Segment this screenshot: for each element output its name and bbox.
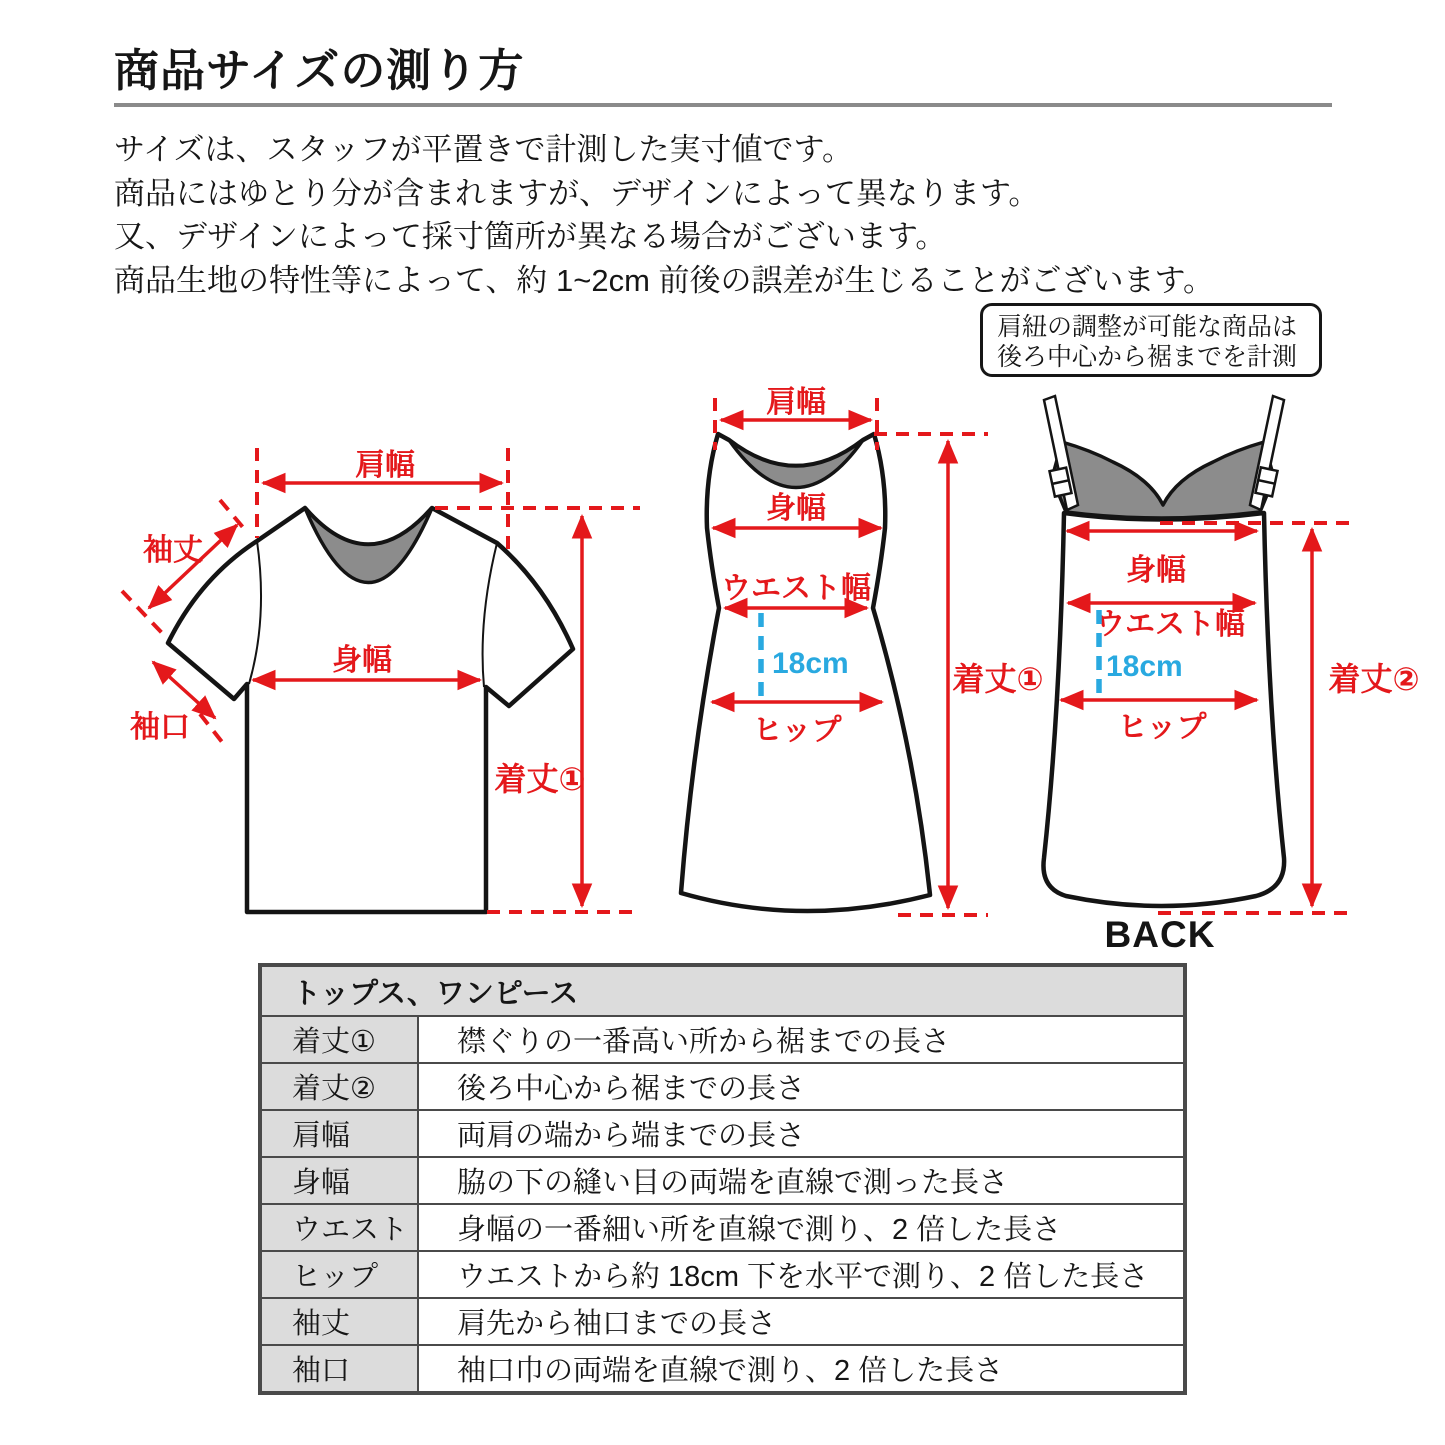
row-desc: 襟ぐりの一番高い所から裾までの長さ xyxy=(457,1026,951,1058)
dress-length-label: 着丈① xyxy=(952,661,1044,697)
sleeve-guide-bottom xyxy=(122,591,163,634)
dress-waist-width-label: ウエスト幅 xyxy=(721,572,871,605)
tshirt-figure xyxy=(122,448,640,912)
table-row xyxy=(262,1109,1183,1156)
tshirt-shoulder-width-label: 肩幅 xyxy=(355,449,415,482)
cuff-opening-label: 袖口 xyxy=(130,711,190,744)
row-label: 袖丈 xyxy=(262,1299,419,1344)
dress-waist-hip-label: 18cm xyxy=(772,647,849,680)
row-desc: 両肩の端から端までの長さ xyxy=(457,1120,806,1152)
row-desc: ウエストから約 18cm 下を水平で測り、2 倍した長さ xyxy=(457,1261,1149,1293)
table-row xyxy=(262,1015,1183,1062)
camisole-body-width-label: 身幅 xyxy=(1126,554,1186,587)
row-desc: 後ろ中心から裾までの長さ xyxy=(457,1073,806,1105)
table-row xyxy=(262,1062,1183,1109)
camisole-back-panel xyxy=(1052,442,1274,518)
row-label: ヒップ xyxy=(262,1252,419,1297)
camisole-waist-hip-label: 18cm xyxy=(1106,650,1183,683)
row-label: 肩幅 xyxy=(262,1111,419,1156)
row-desc: 脇の下の縫い目の両端を直線で測った長さ xyxy=(457,1167,1009,1199)
camisole-hip-label: ヒップ xyxy=(1117,711,1207,744)
cuff-guide xyxy=(200,714,226,747)
row-desc: 身幅の一番細い所を直線で測り、2 倍した長さ xyxy=(457,1214,1062,1246)
tshirt-body-width-label: 身幅 xyxy=(332,644,392,677)
sleeve-guide-top xyxy=(220,500,246,531)
camisole-figure xyxy=(1043,396,1419,955)
row-label: 着丈② xyxy=(262,1064,419,1109)
strap-note-line-2: 後ろ中心から裾までを計測 xyxy=(997,343,1298,371)
table-row xyxy=(262,1156,1183,1203)
table-row xyxy=(262,1250,1183,1297)
row-desc: 肩先から袖口までの長さ xyxy=(457,1308,777,1340)
strap-note-line-1: 肩紐の調整が可能な商品は xyxy=(997,313,1298,341)
intro-line-3: 又、デザインによって採寸箇所が異なる場合がございます。 xyxy=(114,219,947,254)
table-header: トップス、ワンピース xyxy=(262,967,1183,1015)
dress-body-width-label: 身幅 xyxy=(766,492,826,525)
camisole-waist-width-label: ウエスト幅 xyxy=(1095,608,1245,641)
intro-line-4: 商品生地の特性等によって、約 1~2cm 前後の誤差が生じることがございます。 xyxy=(114,262,1215,298)
tshirt-length-label: 着丈① xyxy=(494,761,586,797)
page-title: 商品サイズの測り方 xyxy=(114,45,525,96)
dress-figure xyxy=(681,386,1044,915)
strap-adjuster-left xyxy=(1049,468,1071,497)
camisole-back-label: BACK xyxy=(1104,914,1216,955)
row-label: ウエスト xyxy=(262,1205,419,1250)
dress-shoulder-width-label: 肩幅 xyxy=(766,386,826,419)
dress-hip-label: ヒップ xyxy=(752,714,842,747)
measurement-table xyxy=(258,963,1187,1395)
intro-line-2: 商品にはゆとり分が含まれますが、デザインによって異なります。 xyxy=(114,175,1040,211)
row-label: 着丈① xyxy=(262,1017,419,1062)
camisole-length-label: 着丈② xyxy=(1328,661,1420,697)
table-row xyxy=(262,1297,1183,1344)
row-label: 袖口 xyxy=(262,1346,419,1391)
intro-line-1: サイズは、スタッフが平置きで計測した実寸値です。 xyxy=(114,132,854,167)
table-row xyxy=(262,1203,1183,1250)
sleeve-length-label: 袖丈 xyxy=(143,534,203,567)
strap-adjuster-right xyxy=(1255,467,1277,496)
table-row xyxy=(262,1344,1183,1391)
row-label: 身幅 xyxy=(262,1158,419,1203)
row-desc: 袖口巾の両端を直線で測り、2 倍した長さ xyxy=(457,1355,1004,1387)
